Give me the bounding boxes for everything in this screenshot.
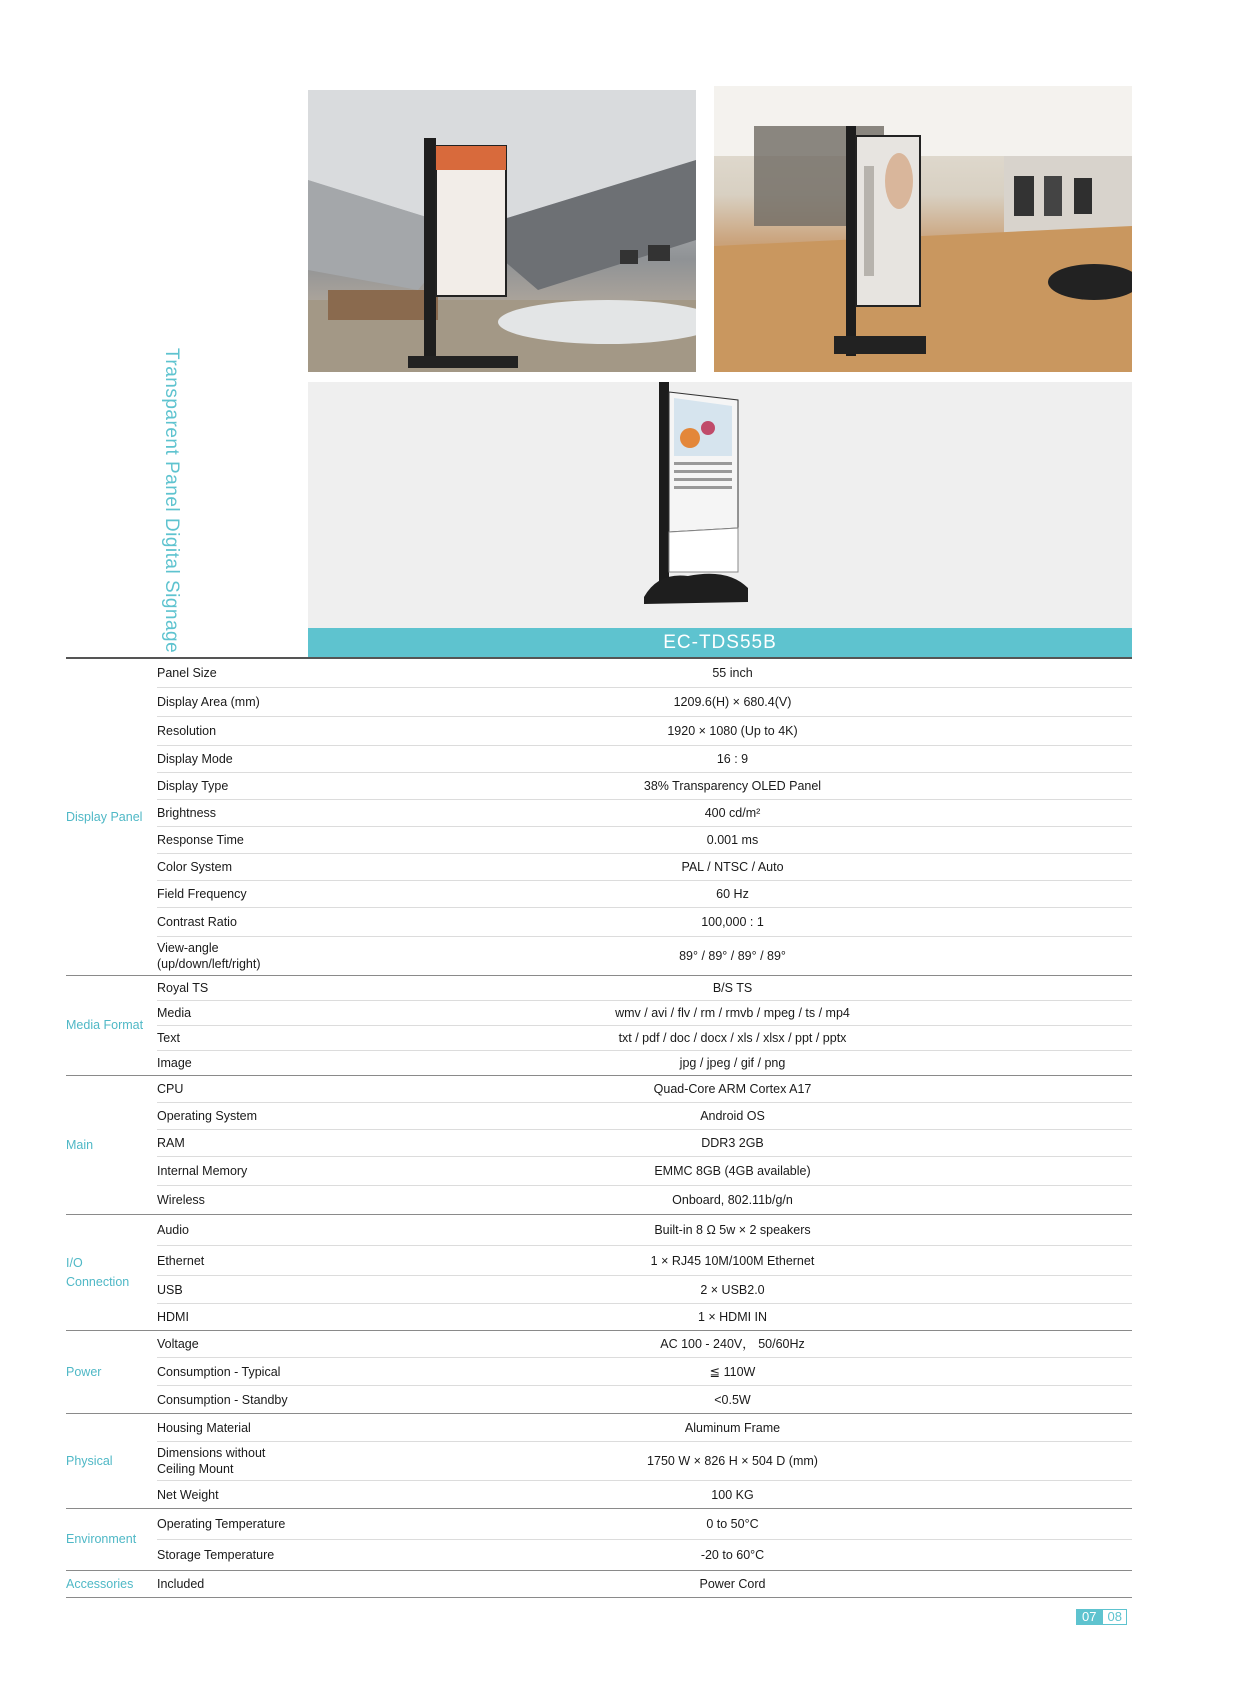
spec-row bbox=[157, 1157, 1132, 1186]
spec-value: 1209.6(H) × 680.4(V) bbox=[673, 695, 792, 709]
spec-group bbox=[66, 1076, 1132, 1215]
spec-value: 400 cd/m² bbox=[704, 806, 761, 820]
spec-value: Built-in 8 Ω 5w × 2 speakers bbox=[654, 1223, 811, 1237]
spec-label: Wireless bbox=[157, 1193, 205, 1207]
spec-label: Voltage bbox=[157, 1337, 199, 1351]
spec-value: 0 to 50°C bbox=[706, 1517, 759, 1531]
spec-label: Image bbox=[157, 1056, 192, 1070]
spec-value: -20 to 60°C bbox=[700, 1548, 765, 1562]
spec-label: Included bbox=[157, 1577, 205, 1591]
spec-row bbox=[157, 827, 1132, 854]
spec-label: Operating System bbox=[157, 1109, 258, 1123]
spec-label: Display Mode bbox=[157, 752, 233, 766]
spec-label: Audio bbox=[157, 1223, 189, 1237]
spec-category: Power bbox=[66, 1364, 102, 1379]
boutique-installation-photo bbox=[714, 86, 1132, 372]
product-photo bbox=[308, 382, 1132, 628]
spec-label: Color System bbox=[157, 860, 233, 874]
spec-label: Housing Material bbox=[157, 1420, 251, 1435]
spec-row bbox=[157, 1103, 1132, 1130]
spec-value: Aluminum Frame bbox=[684, 1420, 781, 1435]
spec-category: Accessories bbox=[66, 1576, 134, 1591]
spec-row bbox=[157, 1509, 1132, 1540]
spec-label: Field Frequency bbox=[157, 887, 247, 901]
spec-row bbox=[157, 800, 1132, 827]
spec-value: 1920 × 1080 (Up to 4K) bbox=[667, 724, 798, 738]
spec-value: 2 × USB2.0 bbox=[700, 1282, 765, 1297]
spec-value: 16 : 9 bbox=[716, 752, 749, 766]
spec-value: 60 Hz bbox=[716, 887, 749, 901]
spec-row bbox=[157, 1076, 1132, 1103]
spec-row bbox=[157, 1540, 1132, 1570]
spec-label: HDMI bbox=[157, 1310, 189, 1324]
spec-value: 89° / 89° / 89° / 89° bbox=[679, 949, 786, 963]
spec-row bbox=[157, 1331, 1132, 1358]
spec-label: Response Time bbox=[157, 833, 244, 847]
spec-row bbox=[157, 881, 1132, 908]
spec-label: Dimensions without Ceiling Mount bbox=[157, 1446, 266, 1476]
spec-value: EMMC 8GB (4GB available) bbox=[654, 1164, 811, 1178]
spec-value: 1 × RJ45 10M/100M Ethernet bbox=[650, 1253, 815, 1268]
spec-value: 1750 W × 826 H × 504 D (mm) bbox=[647, 1454, 818, 1468]
spec-category: Environment bbox=[66, 1532, 137, 1546]
spec-row bbox=[157, 659, 1132, 688]
spec-label: View-angle (up/down/left/right) bbox=[157, 941, 261, 971]
spec-category: Physical bbox=[66, 1453, 113, 1468]
spec-value: Power Cord bbox=[699, 1577, 766, 1591]
spec-row bbox=[157, 1130, 1132, 1157]
spec-label: Display Area (mm) bbox=[157, 695, 260, 709]
spec-row bbox=[157, 1442, 1132, 1481]
spec-value: wmv / avi / flv / rm / rmvb / mpeg / ts / mp4 bbox=[615, 1006, 850, 1020]
spec-value: <0.5W bbox=[714, 1392, 751, 1407]
spec-value: B/S TS bbox=[712, 981, 753, 995]
spec-row bbox=[157, 1571, 1132, 1597]
side-title: Transparent Panel Digital Signage bbox=[161, 348, 182, 654]
spec-row bbox=[157, 937, 1132, 975]
spec-value: txt / pdf / doc / docx / xls / xlsx / ppt / pptx bbox=[618, 1031, 847, 1045]
spec-label: Consumption - Typical bbox=[157, 1364, 281, 1379]
spec-category: Media Format bbox=[66, 1018, 144, 1032]
page-number-current: 07 bbox=[1076, 1609, 1102, 1625]
page-numbers bbox=[1076, 1609, 1127, 1625]
spec-group bbox=[66, 1509, 1132, 1571]
spec-value: 0.001 ms bbox=[706, 833, 759, 847]
spec-row bbox=[157, 1026, 1132, 1051]
spec-label: Brightness bbox=[157, 806, 217, 820]
spec-row bbox=[157, 717, 1132, 746]
spec-label: Operating Temperature bbox=[157, 1517, 286, 1531]
spec-label: Display Type bbox=[157, 779, 229, 793]
spec-label: USB bbox=[157, 1282, 183, 1297]
spec-value: Android OS bbox=[700, 1109, 765, 1123]
spec-value: Onboard, 802.11b/g/n bbox=[672, 1193, 793, 1207]
spec-row bbox=[157, 1215, 1132, 1246]
spec-label: Royal TS bbox=[157, 981, 209, 995]
spec-category: Display Panel bbox=[66, 809, 143, 824]
spec-value: 100 KG bbox=[711, 1487, 754, 1502]
spec-group bbox=[66, 1414, 1132, 1509]
spec-label: Text bbox=[157, 1031, 180, 1045]
spec-row bbox=[157, 1186, 1132, 1214]
spec-row bbox=[157, 1276, 1132, 1304]
spec-group bbox=[66, 659, 1132, 976]
spec-value: 100,000 : 1 bbox=[701, 915, 764, 929]
spec-group bbox=[66, 1215, 1132, 1331]
spec-row bbox=[157, 1414, 1132, 1442]
spec-value: 55 inch bbox=[712, 666, 753, 680]
spec-label: RAM bbox=[157, 1136, 185, 1150]
lobby-installation-photo bbox=[308, 90, 696, 372]
spec-row bbox=[157, 1001, 1132, 1026]
spec-label: Storage Temperature bbox=[157, 1548, 275, 1562]
spec-value: ≦ 110W bbox=[709, 1364, 756, 1379]
spec-row bbox=[157, 1304, 1132, 1330]
spec-row bbox=[157, 1481, 1132, 1508]
model-banner: EC-TDS55B bbox=[308, 628, 1132, 658]
spec-row bbox=[157, 1358, 1132, 1386]
spec-category: Main bbox=[66, 1137, 94, 1152]
spec-row bbox=[157, 908, 1132, 937]
spec-label: Internal Memory bbox=[157, 1164, 248, 1178]
spec-label: CPU bbox=[157, 1082, 184, 1096]
spec-label: Ethernet bbox=[157, 1253, 205, 1268]
spec-row bbox=[157, 854, 1132, 881]
spec-value: 38% Transparency OLED Panel bbox=[643, 779, 822, 793]
spec-row bbox=[157, 773, 1132, 800]
spec-value: PAL / NTSC / Auto bbox=[681, 860, 784, 874]
spec-label: Contrast Ratio bbox=[157, 915, 237, 929]
spec-row bbox=[157, 1386, 1132, 1413]
spec-label: Resolution bbox=[157, 724, 217, 738]
spec-value: Quad-Core ARM Cortex A17 bbox=[653, 1082, 812, 1096]
spec-label: Media bbox=[157, 1006, 192, 1020]
spec-group bbox=[66, 1571, 1132, 1598]
spec-table bbox=[66, 659, 1132, 1598]
spec-row bbox=[157, 976, 1132, 1001]
spec-label: Panel Size bbox=[157, 666, 217, 680]
spec-row bbox=[157, 1051, 1132, 1075]
spec-category: I/O Connection bbox=[66, 1255, 130, 1289]
spec-group bbox=[66, 1331, 1132, 1414]
spec-value: jpg / jpeg / gif / png bbox=[679, 1056, 786, 1070]
spec-row bbox=[157, 1246, 1132, 1276]
spec-group bbox=[66, 976, 1132, 1076]
spec-label: Consumption - Standby bbox=[157, 1392, 288, 1407]
spec-label: Net Weight bbox=[157, 1487, 219, 1502]
spec-value: DDR3 2GB bbox=[701, 1136, 764, 1150]
spec-value: AC 100 - 240V， 50/60Hz bbox=[660, 1337, 805, 1351]
spec-row bbox=[157, 746, 1132, 773]
page-number-next: 08 bbox=[1102, 1609, 1126, 1625]
spec-row bbox=[157, 688, 1132, 717]
spec-value: 1 × HDMI IN bbox=[697, 1310, 768, 1324]
